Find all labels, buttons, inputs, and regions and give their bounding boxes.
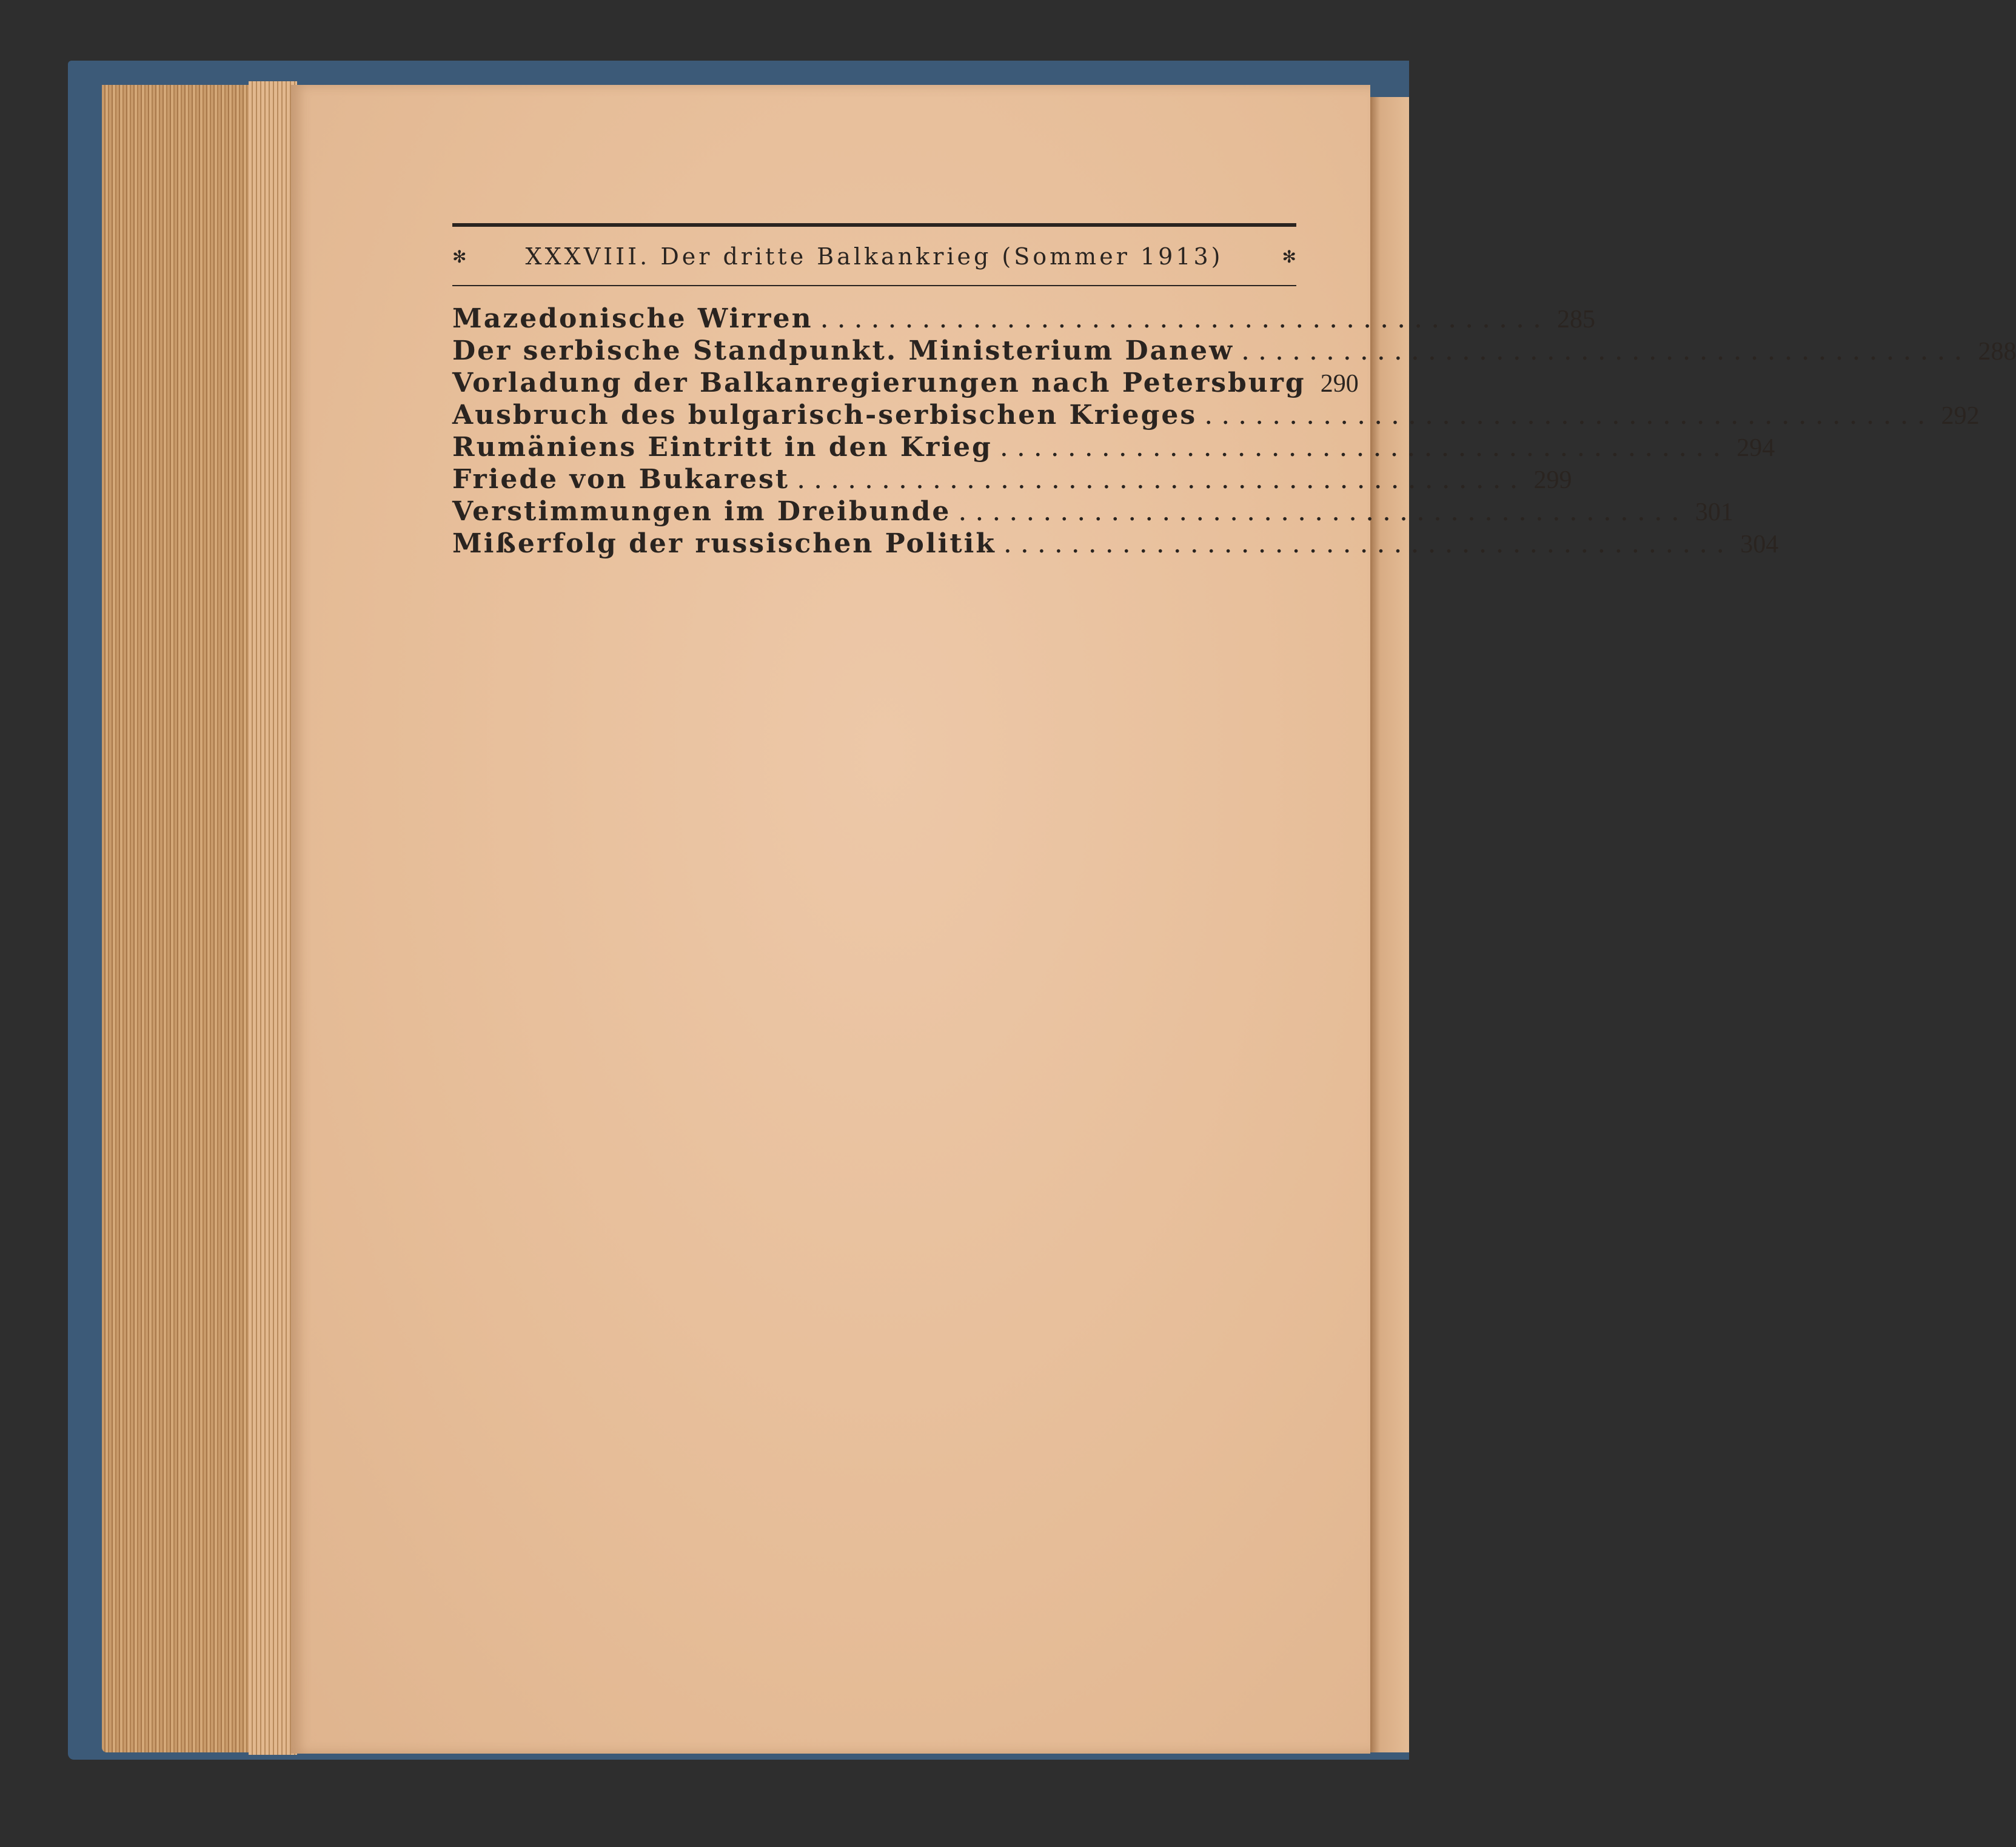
toc-entry bbox=[452, 335, 2016, 367]
ornament-left-icon: ✻ bbox=[452, 246, 467, 267]
toc-entry bbox=[452, 464, 1572, 496]
toc-entry-page: 288 bbox=[1978, 338, 2016, 366]
toc-entry bbox=[452, 400, 1980, 432]
toc-entry-title: Vorladung der Balkanregierungen nach Petersburg bbox=[452, 367, 1306, 398]
toc-leader-dots: ........................................... bbox=[1204, 400, 1934, 431]
toc-entry-page: 301 bbox=[1695, 498, 1733, 526]
toc-entry-page: 299 bbox=[1533, 466, 1572, 494]
ornament-right-icon: ✻ bbox=[1282, 246, 1296, 267]
toc-entry bbox=[452, 496, 1733, 528]
chapter-header bbox=[452, 243, 1296, 270]
toc-leader-dots: ........................................... bbox=[1241, 335, 1971, 366]
toc-entry bbox=[452, 432, 1775, 464]
page-stack-inner-edges bbox=[249, 81, 297, 1755]
toc-leader-dots: ........................................... bbox=[958, 496, 1688, 527]
toc-leader-dots: ........................................... bbox=[797, 464, 1527, 495]
toc-entry-title: Friede von Bukarest bbox=[452, 464, 790, 495]
toc-entry-title: Der serbische Standpunkt. Ministerium Danew bbox=[452, 335, 1234, 366]
header-rule-top bbox=[452, 223, 1296, 227]
toc-entry-page: 292 bbox=[1941, 402, 1980, 430]
toc-entry-title: Mazedonische Wirren bbox=[452, 303, 813, 334]
header-rule-bottom bbox=[452, 285, 1296, 286]
toc-leader-dots: ........................................... bbox=[820, 303, 1550, 334]
toc-entry-page: 294 bbox=[1736, 434, 1775, 462]
toc-entry-page: 304 bbox=[1740, 531, 1779, 558]
chapter-heading: XXXVIII. Der dritte Balkankrieg (Sommer 1913) bbox=[525, 243, 1224, 270]
toc-entry-title: Ausbruch des bulgarisch-serbischen Krieges bbox=[452, 400, 1197, 431]
toc-entry-title: Verstimmungen im Dreibunde bbox=[452, 496, 951, 527]
toc-entry-page: 285 bbox=[1557, 306, 1596, 334]
toc-entry-title: Rumäniens Eintritt in den Krieg bbox=[452, 432, 993, 463]
toc-entry bbox=[452, 303, 1596, 335]
toc-leader-dots: ........................................... bbox=[1003, 528, 1733, 559]
toc-entry-title: Mißerfolg der russischen Politik bbox=[452, 528, 996, 559]
table-of-contents bbox=[452, 223, 2016, 560]
toc-leader-dots: ........................................... bbox=[999, 432, 1730, 463]
toc-entry bbox=[452, 367, 1359, 400]
toc-entry bbox=[452, 528, 1779, 560]
toc-entry-page: 290 bbox=[1320, 370, 1359, 398]
